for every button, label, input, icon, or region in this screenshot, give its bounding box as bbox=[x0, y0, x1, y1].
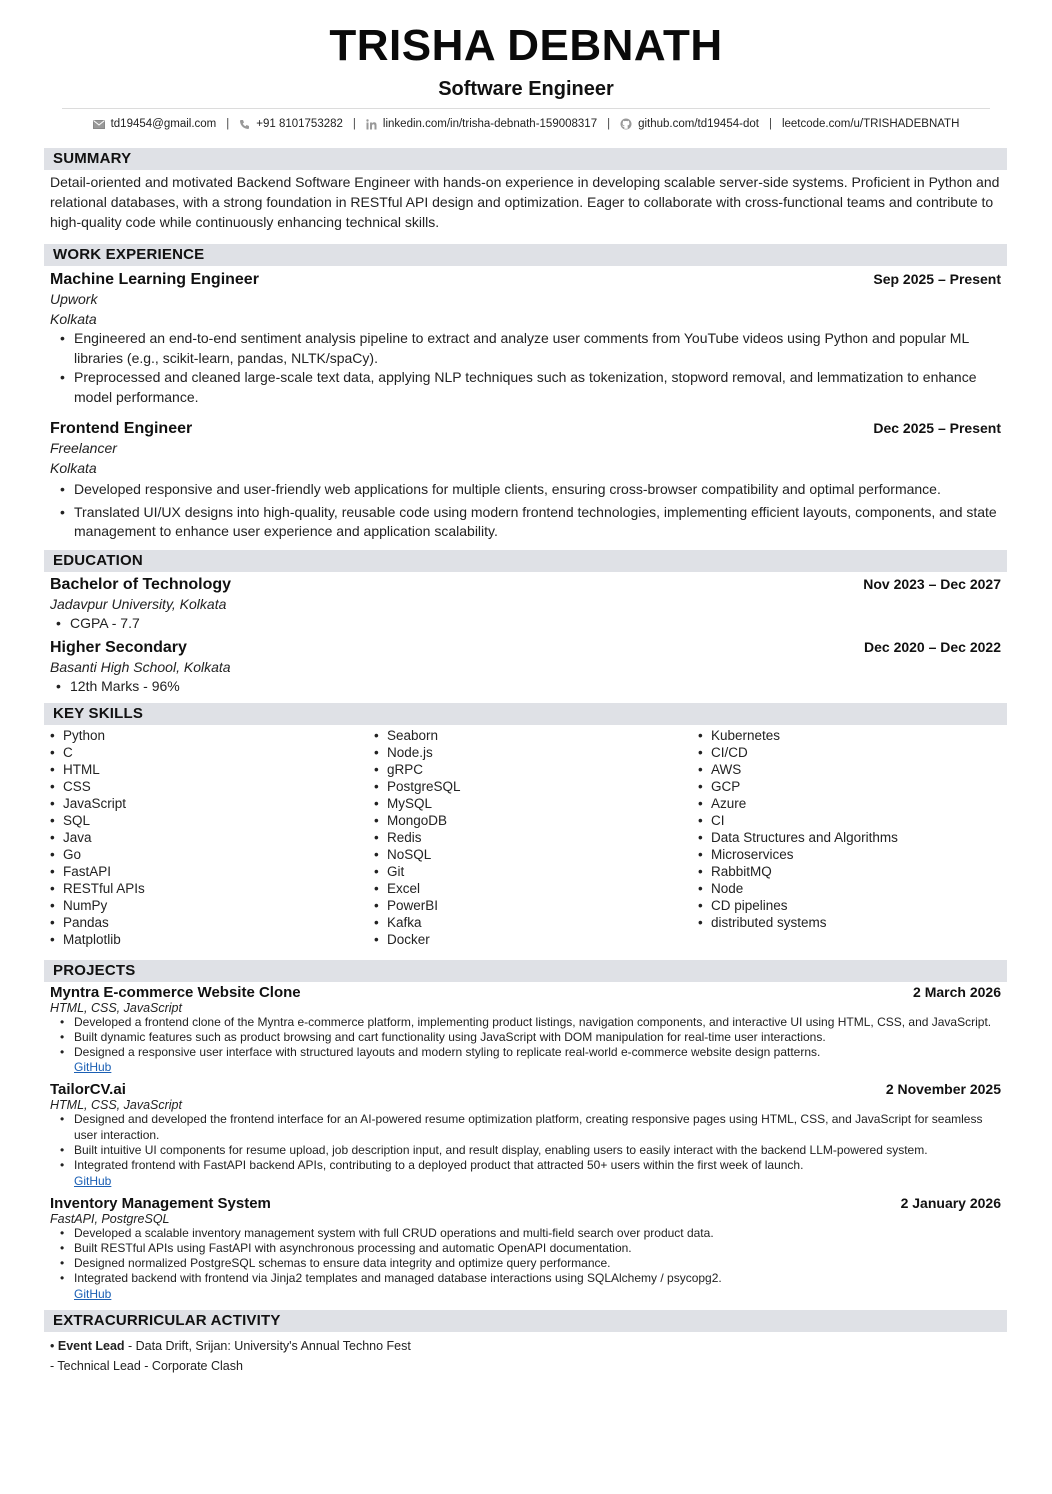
education-detail: • CGPA - 7.7 bbox=[50, 614, 1001, 634]
project-bullet: • Designed normalized PostgreSQL schemas to ensure data integrity and optimize query performance. bbox=[50, 1256, 1001, 1271]
mail-icon bbox=[93, 120, 105, 129]
skill-item: • Data Structures and Algorithms bbox=[696, 829, 898, 846]
extracurricular-item: • Event Lead - Data Drift, Srijan: University's Annual Techno Fest bbox=[50, 1338, 411, 1353]
job-bullet: • Developed responsive and user-friendly web applications for multiple clients, ensuring cross-browser compatibility and optimal performance. bbox=[50, 480, 1001, 500]
project-bullet: • Developed a frontend clone of the Myntra e-commerce platform, implementing product listings, navigation components, and interactive UI using HTML, CSS, and JavaScript. bbox=[50, 1015, 1001, 1030]
project-bullet: • Designed and developed the frontend interface for an AI-powered resume optimization platform, creating responsive pages using HTML, CSS, and JavaScript for seamless user interaction. bbox=[50, 1112, 1001, 1143]
project-bullet: • Built intuitive UI components for resume upload, job description input, and result display, enabling users to easily interact with the backend LLM-powered system. bbox=[50, 1143, 1001, 1158]
skill-item: • Redis bbox=[372, 829, 696, 846]
skill-item: • SQL bbox=[48, 812, 372, 829]
skill-item: • Python bbox=[48, 727, 372, 744]
skill-item: • Azure bbox=[696, 795, 898, 812]
education-heading: EDUCATION bbox=[44, 550, 1007, 572]
skill-item: • Git bbox=[372, 863, 696, 880]
project-entry bbox=[44, 984, 1007, 1076]
skill-item: • FastAPI bbox=[48, 863, 372, 880]
skill-item: • NoSQL bbox=[372, 846, 696, 863]
skills-column bbox=[372, 727, 696, 948]
project-github-link[interactable]: GitHub bbox=[74, 1173, 112, 1188]
header-divider bbox=[62, 108, 990, 109]
contact-email[interactable] bbox=[93, 118, 217, 130]
job-location: Kolkata bbox=[50, 460, 97, 476]
skill-item: • distributed systems bbox=[696, 914, 898, 931]
skills-section bbox=[44, 703, 1007, 948]
skill-item: • Kafka bbox=[372, 914, 696, 931]
education-entry bbox=[44, 639, 1007, 697]
candidate-name: TRISHA DEBNATH bbox=[329, 21, 723, 70]
contact-github-text: github.com/td19454-dot bbox=[638, 118, 759, 130]
job-date: Dec 2025 – Present bbox=[873, 420, 1001, 436]
phone-icon bbox=[239, 119, 250, 130]
project-entry bbox=[44, 1081, 1007, 1188]
project-title: Inventory Management System bbox=[50, 1194, 271, 1212]
skill-item: • Docker bbox=[372, 931, 696, 948]
skill-item: • PowerBI bbox=[372, 897, 696, 914]
skill-item: • Go bbox=[48, 846, 372, 863]
school-name: Jadavpur University, Kolkata bbox=[50, 595, 227, 612]
contact-bar: td19454@gmail.com | +91 8101753282 | linkedin.com/in/trisha-debnath-159008317 | github.com/td19454-dot | leetcode.com/u/TRISHADEBNATH bbox=[0, 118, 1052, 130]
project-date: 2 January 2026 bbox=[900, 1194, 1001, 1211]
education-date: Nov 2023 – Dec 2027 bbox=[863, 575, 1001, 592]
contact-email-text: td19454@gmail.com bbox=[110, 118, 217, 130]
project-bullet: • Built RESTful APIs using FastAPI with asynchronous processing and automatic OpenAPI documentation. bbox=[50, 1241, 1001, 1256]
job-date: Sep 2025 – Present bbox=[873, 271, 1001, 287]
project-date: 2 March 2026 bbox=[913, 983, 1001, 1000]
extracurricular-heading: EXTRACURRICULAR ACTIVITY bbox=[44, 1310, 1007, 1332]
degree-title: Higher Secondary bbox=[50, 639, 187, 656]
contact-leetcode-text: leetcode.com/u/TRISHADEBNATH bbox=[781, 118, 960, 130]
contact-phone[interactable] bbox=[239, 118, 343, 130]
skill-item: • CI/CD bbox=[696, 744, 898, 761]
skill-item: • CI bbox=[696, 812, 898, 829]
skill-item: • MySQL bbox=[372, 795, 696, 812]
skill-item: • gRPC bbox=[372, 761, 696, 778]
skill-item: • NumPy bbox=[48, 897, 372, 914]
skill-item: • MongoDB bbox=[372, 812, 696, 829]
contact-linkedin-text: linkedin.com/in/trisha-debnath-159008317 bbox=[382, 118, 598, 130]
job-bullet: • Translated UI/UX designs into high-quality, reusable code using modern frontend technologies, implementing efficient layouts, components, and state management to enhance user experience and application scalability. bbox=[50, 503, 1001, 542]
school-name: Basanti High School, Kolkata bbox=[50, 659, 231, 675]
project-entry bbox=[44, 1195, 1007, 1302]
project-bullet: • Integrated backend with frontend via Jinja2 templates and managed database interactions using SQLAlchemy / psycopg2. bbox=[50, 1271, 1001, 1286]
job-bullet: • Engineered an end-to-end sentiment analysis pipeline to extract and analyze user comments from YouTube videos using Python and popular ML libraries (e.g., scikit-learn, pandas, NLTK/spaCy). bbox=[50, 329, 1001, 368]
github-icon bbox=[620, 118, 632, 130]
degree-title: Bachelor of Technology bbox=[50, 575, 232, 593]
job-entry bbox=[44, 271, 1007, 407]
job-bullet: • Preprocessed and cleaned large-scale text data, applying NLP techniques such as tokenization, stopword removal, and lemmatization to enhance model performance. bbox=[50, 368, 1001, 407]
skill-item: • AWS bbox=[696, 761, 898, 778]
education-entry bbox=[44, 576, 1007, 634]
skill-item: • CSS bbox=[48, 778, 372, 795]
project-github-link[interactable]: GitHub bbox=[74, 1286, 112, 1301]
project-bullet: • Designed a responsive user interface with structured layouts and modern styling to replicate real-world e-commerce website design patterns. bbox=[50, 1045, 1001, 1060]
extracurricular-item: - Technical Lead - Corporate Clash bbox=[50, 1358, 243, 1373]
job-company: Freelancer bbox=[50, 440, 117, 456]
skill-item: • JavaScript bbox=[48, 795, 372, 812]
experience-heading: WORK EXPERIENCE bbox=[44, 244, 1007, 266]
candidate-role: Software Engineer bbox=[438, 78, 614, 100]
extracurricular-list bbox=[44, 1332, 1007, 1380]
skill-item: • Pandas bbox=[48, 914, 372, 931]
project-title: Myntra E-commerce Website Clone bbox=[50, 983, 301, 1001]
skill-item: • Kubernetes bbox=[696, 727, 898, 744]
project-bullet: • Integrated frontend with FastAPI backend APIs, contributing to a deployed product that attracted 50+ users within the first week of launch. bbox=[50, 1158, 1001, 1173]
job-location: Kolkata bbox=[50, 311, 97, 327]
skill-item: • C bbox=[48, 744, 372, 761]
skill-item: • Microservices bbox=[696, 846, 898, 863]
skill-item: • GCP bbox=[696, 778, 898, 795]
extracurricular-detail: - Data Drift, Srijan: University's Annual Techno Fest bbox=[124, 1338, 411, 1353]
experience-section bbox=[44, 244, 1007, 542]
skill-item: • Excel bbox=[372, 880, 696, 897]
project-bullet: • Built dynamic features such as product browsing and cart functionality using JavaScript with DOM manipulation for real-time user interactions. bbox=[50, 1030, 1001, 1045]
contact-leetcode[interactable] bbox=[782, 118, 959, 130]
skill-item: • HTML bbox=[48, 761, 372, 778]
skill-item: • Java bbox=[48, 829, 372, 846]
contact-github[interactable] bbox=[620, 118, 759, 130]
contact-phone-text: +91 8101753282 bbox=[256, 118, 343, 130]
job-company: Upwork bbox=[50, 291, 98, 307]
job-title: Machine Learning Engineer bbox=[50, 271, 259, 288]
education-section bbox=[44, 550, 1007, 697]
extracurricular-section bbox=[44, 1310, 1007, 1380]
skill-item: • Node.js bbox=[372, 744, 696, 761]
project-bullet: • Developed a scalable inventory management system with full CRUD operations and multi-field search over product data. bbox=[50, 1226, 1001, 1241]
projects-heading: PROJECTS bbox=[44, 960, 1007, 982]
job-entry bbox=[44, 420, 1007, 542]
skills-heading: KEY SKILLS bbox=[44, 703, 1007, 725]
skills-column bbox=[48, 727, 372, 948]
summary-heading: SUMMARY bbox=[44, 148, 1007, 170]
contact-linkedin[interactable] bbox=[366, 118, 597, 130]
job-title: Frontend Engineer bbox=[50, 420, 193, 437]
project-stack: HTML, CSS, JavaScript bbox=[50, 1098, 182, 1113]
skill-item: • RabbitMQ bbox=[696, 863, 898, 880]
skill-item: • Seaborn bbox=[372, 727, 696, 744]
skill-item: • RESTful APIs bbox=[48, 880, 372, 897]
summary-text: Detail-oriented and motivated Backend Software Engineer with hands-on experience in developing scalable server-side systems. Proficient in Python and relational databases, with a strong foundation in RESTful API design and optimization. Eager to collaborate with cross-functional teams and contribute to high-quality code while continuously enhancing technical skills. bbox=[50, 174, 1000, 230]
skill-item: • PostgreSQL bbox=[372, 778, 696, 795]
skills-column bbox=[696, 727, 898, 948]
education-detail: • 12th Marks - 96% bbox=[50, 677, 1001, 697]
project-date: 2 November 2025 bbox=[885, 1081, 1001, 1098]
skills-grid bbox=[44, 725, 1007, 948]
skill-item: • CD pipelines bbox=[696, 897, 898, 914]
linkedin-icon bbox=[366, 119, 377, 130]
project-stack: HTML, CSS, JavaScript bbox=[50, 1000, 182, 1015]
summary-section bbox=[44, 148, 1007, 232]
project-github-link[interactable]: GitHub bbox=[74, 1060, 112, 1075]
extracurricular-role: Event Lead bbox=[57, 1338, 125, 1353]
project-stack: FastAPI, PostgreSQL bbox=[50, 1211, 170, 1226]
education-date: Dec 2020 – Dec 2022 bbox=[864, 639, 1001, 655]
skill-item: • Node bbox=[696, 880, 898, 897]
skill-item: • Matplotlib bbox=[48, 931, 372, 948]
projects-section bbox=[44, 960, 1007, 1302]
project-title: TailorCV.ai bbox=[50, 1081, 126, 1099]
